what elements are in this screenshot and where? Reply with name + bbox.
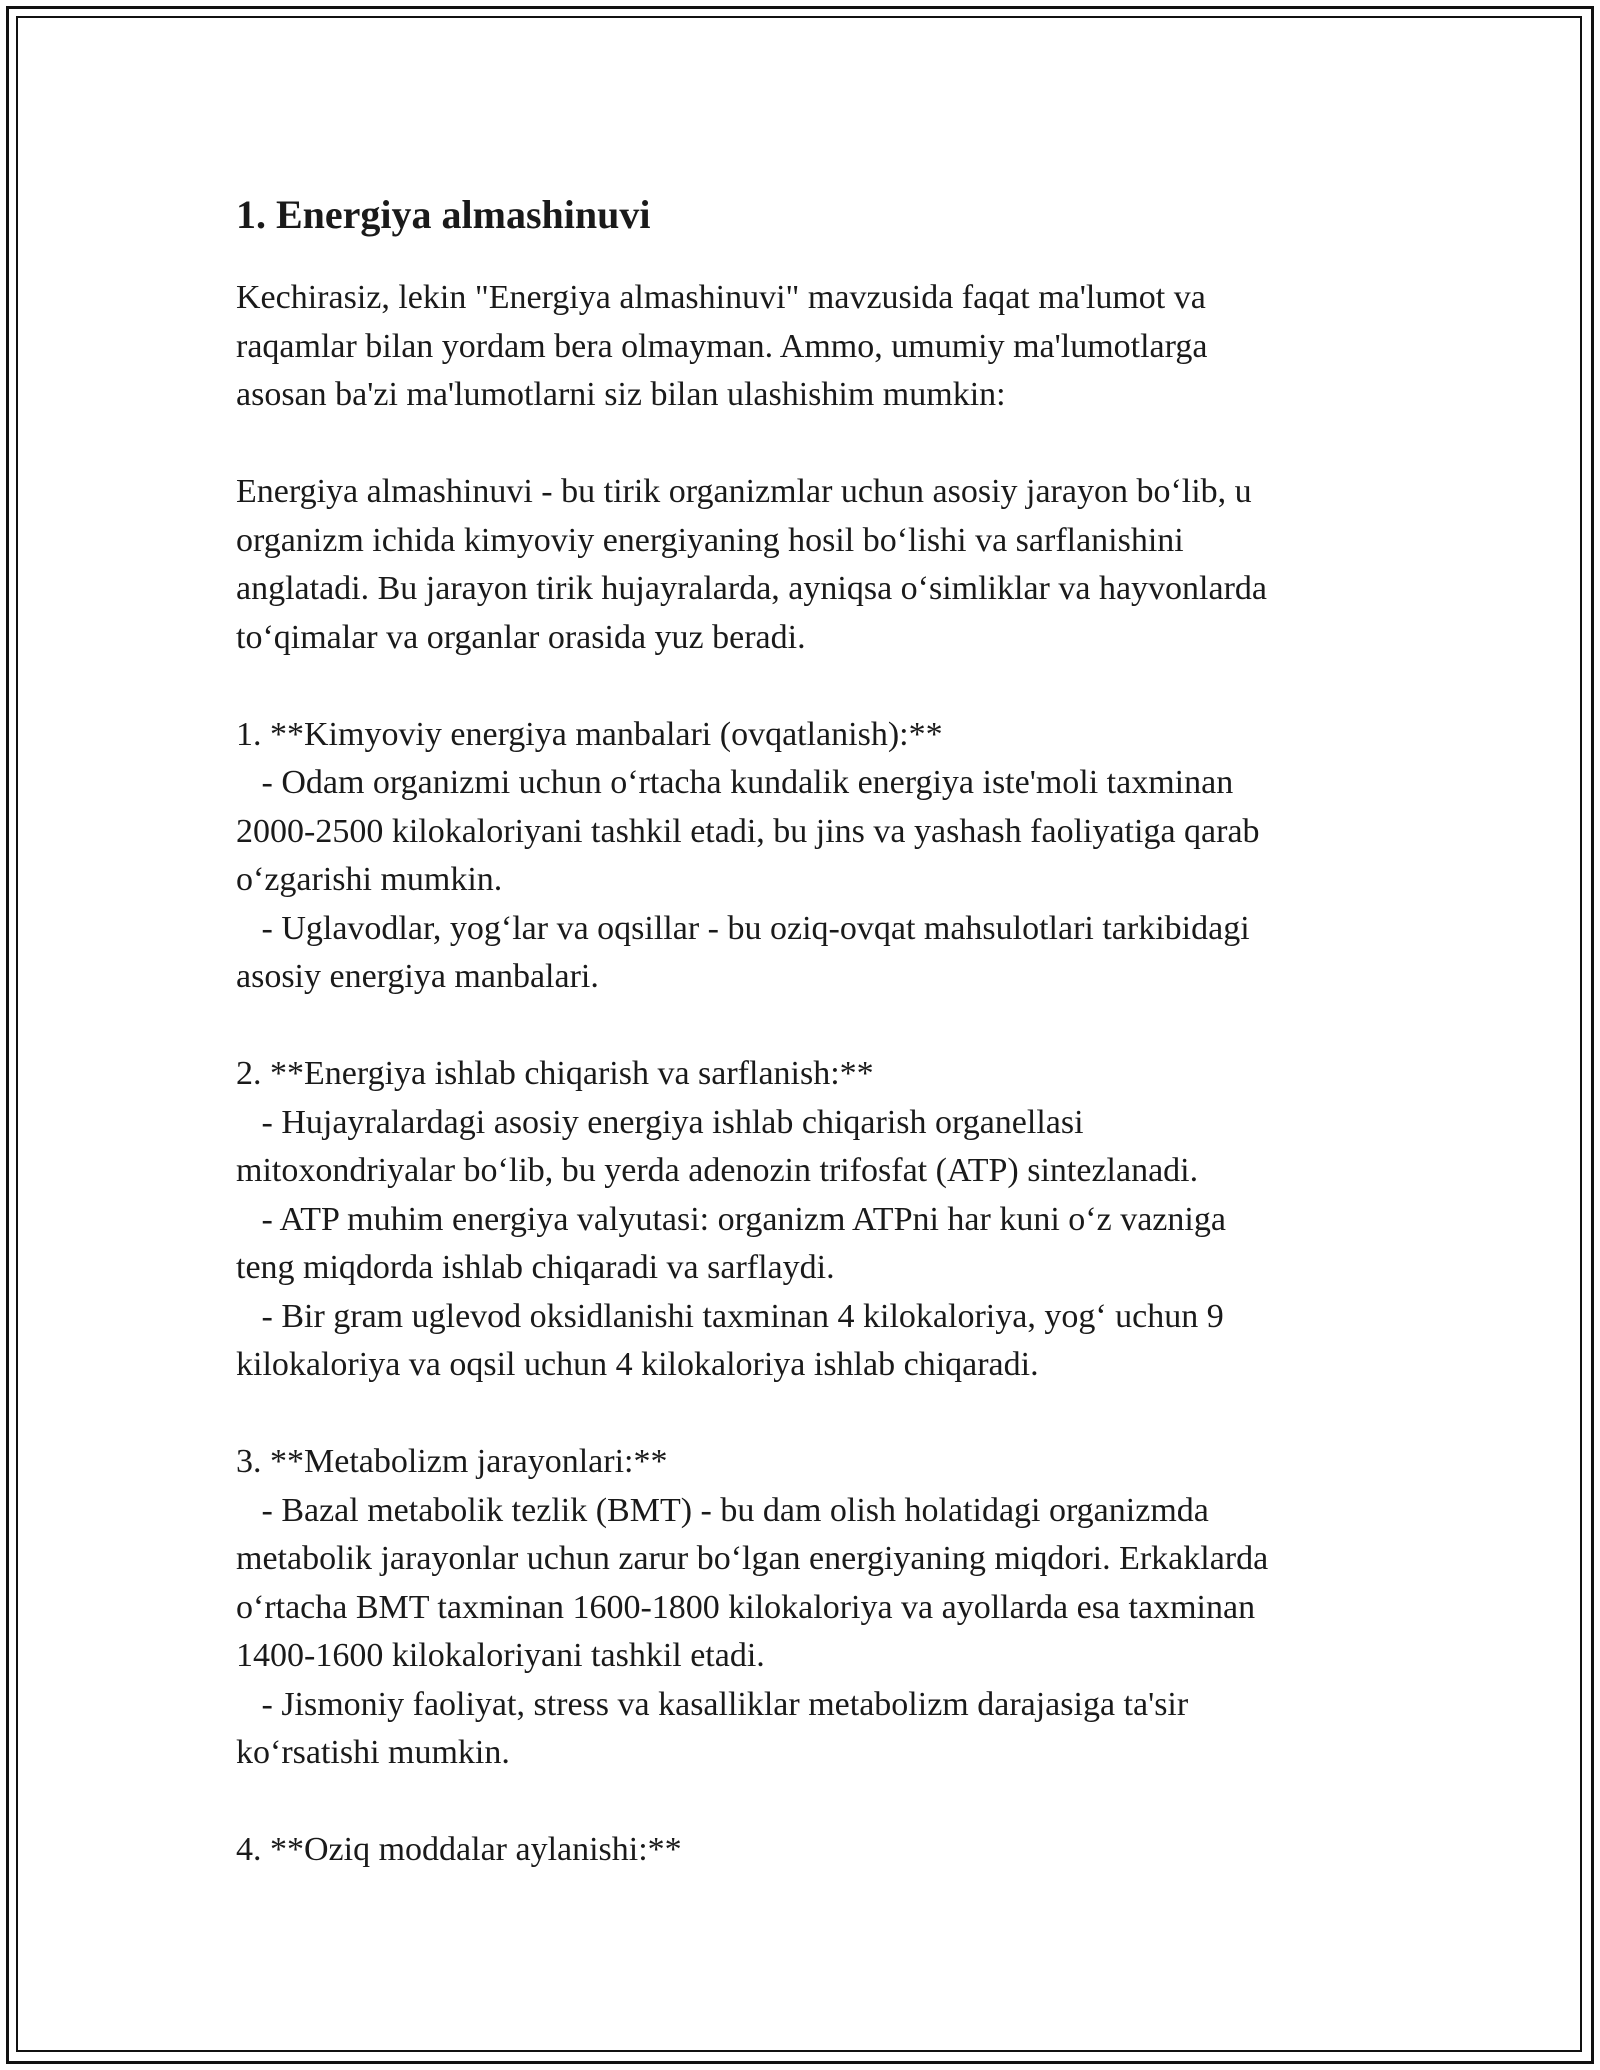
document-body xyxy=(236,274,1366,1875)
text-line: o‘rtacha BMT taxminan 1600-1800 kilokaloriya va ayollarda esa taxminan xyxy=(236,1588,1256,1626)
blank-line xyxy=(236,420,1366,469)
text-line: teng miqdorda ishlab chiqaradi va sarflaydi. xyxy=(236,1249,835,1286)
bullet-line: - Jismoniy faoliyat, stress va kasalliklar metabolizm darajasiga ta'sir xyxy=(236,1685,1189,1723)
text-line: anglatadi. Bu jarayon tirik hujayralarda, ayniqsa o‘simliklar va hayvonlarda xyxy=(236,570,1267,607)
bullet-line: - Uglavodlar, yog‘lar va oqsillar - bu oziq-ovqat mahsulotlari tarkibidagi xyxy=(236,909,1250,947)
bullet-line: - ATP muhim energiya valyutasi: organizm ATPni har kuni o‘z vazniga xyxy=(236,1200,1226,1238)
text-line: 2000-2500 kilokaloriyani tashkil etadi, bu jins va yashash faoliyatiga qarab xyxy=(236,812,1260,850)
text-line: raqamlar bilan yordam bera olmayman. Ammo, umumiy ma'lumotlarga xyxy=(236,327,1208,365)
text-line: Kechirasiz, lekin "Energiya almashinuvi" mavzusida faqat ma'lumot va xyxy=(236,279,1206,316)
section-heading-line: 1. **Kimyoviy energiya manbalari (ovqatlanish):** xyxy=(236,715,943,753)
text-line: 1400-1600 kilokaloriyani tashkil etadi. xyxy=(236,1637,765,1674)
text-line: asosan ba'zi ma'lumotlarni siz bilan ulashishim mumkin: xyxy=(236,376,1006,413)
bullet-line: - Hujayralardagi asosiy energiya ishlab chiqarish organellasi xyxy=(236,1103,1084,1141)
section-heading-line: 3. **Metabolizm jarayonlari:** xyxy=(236,1443,668,1480)
section-heading-line: 4. **Oziq moddalar aylanishi:** xyxy=(236,1831,682,1868)
text-line: o‘zgarishi mumkin. xyxy=(236,861,503,898)
text-line: asosiy energiya manbalari. xyxy=(236,958,599,995)
text-line: organizm ichida kimyoviy energiyaning hosil bo‘lishi va sarflanishini xyxy=(236,521,1184,559)
blank-line xyxy=(236,1002,1366,1051)
bullet-line: - Odam organizmi uchun o‘rtacha kundalik energiya iste'moli taxminan xyxy=(236,764,1234,801)
text-line: kilokaloriya va oqsil uchun 4 kilokaloriya ishlab chiqaradi. xyxy=(236,1346,1039,1383)
section-heading-line: 2. **Energiya ishlab chiqarish va sarflanish:** xyxy=(236,1055,874,1092)
bullet-line: - Bazal metabolik tezlik (BMT) - bu dam olish holatidagi organizmda xyxy=(236,1491,1209,1529)
blank-line xyxy=(236,662,1366,711)
text-line: to‘qimalar va organlar orasida yuz beradi. xyxy=(236,618,806,656)
text-line: Energiya almashinuvi - bu tirik organizmlar uchun asosiy jarayon bo‘lib, u xyxy=(236,473,1252,510)
blank-line xyxy=(236,1390,1366,1439)
bullet-line: - Bir gram uglevod oksidlanishi taxminan 4 kilokaloriya, yog‘ uchun 9 xyxy=(236,1297,1224,1335)
blank-line xyxy=(236,1778,1366,1827)
text-line: mitoxondriyalar bo‘lib, bu yerda adenozin trifosfat (ATP) sintezlanadi. xyxy=(236,1152,1199,1189)
text-line: ko‘rsatishi mumkin. xyxy=(236,1734,510,1771)
document-heading: 1. Energiya almashinuvi xyxy=(236,192,651,237)
document-page xyxy=(236,180,1366,1875)
text-line: metabolik jarayonlar uchun zarur bo‘lgan energiyaning miqdori. Erkaklarda xyxy=(236,1540,1269,1577)
